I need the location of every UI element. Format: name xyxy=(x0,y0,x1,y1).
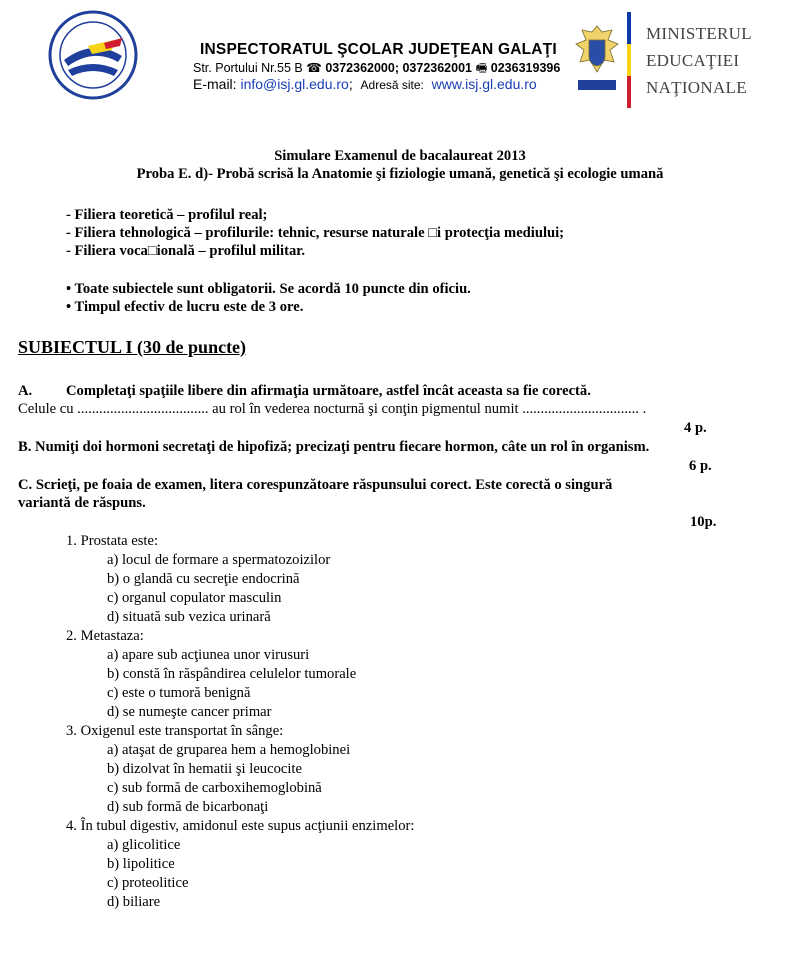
question-3-option-d: d) sub formă de bicarbonaţi xyxy=(107,799,269,815)
ministry-line-1: MINISTERUL xyxy=(646,24,752,43)
email-label: E-mail: xyxy=(193,76,241,92)
question-1-option-a: a) locul de formare a spermatozoizilor xyxy=(107,552,331,568)
item-a-sentence: Celule cu .................................... au rol în vederea nocturnă şi conţin pigmentul numit ................................ . xyxy=(18,401,647,417)
rule-mandatory: • Toate subiectele sunt obligatorii. Se acordă 10 puncte din oficiu. xyxy=(66,281,471,297)
question-1: 1. Prostata este: xyxy=(66,533,159,549)
item-b-text: B. Numiţi doi hormoni secretaţi de hipofiză; precizaţi pentru fiecare hormon, câte un rol în organism. xyxy=(18,439,650,455)
ministry-line-2: EDUCAŢIEI xyxy=(646,51,740,70)
question-3-option-a: a) ataşat de gruparea hem a hemoglobinei xyxy=(107,742,351,758)
filiera-teoretica: - Filiera teoretică – profilul real; xyxy=(66,207,268,223)
phone-numbers: 0372362000; 0372362001 xyxy=(325,61,472,75)
question-2: 2. Metastaza: xyxy=(66,628,144,644)
exam-title: Simulare Examenul de bacalaureat 2013 xyxy=(274,148,526,164)
question-4-option-d: d) biliare xyxy=(107,894,161,910)
filiera-vocationala: - Filiera voca□ională – profilul militar. xyxy=(66,243,306,259)
question-4-option-b: b) lipolitice xyxy=(107,856,175,872)
fax-icon: 🖷 xyxy=(475,61,488,75)
question-4-option-c: c) proteolitice xyxy=(107,875,189,891)
question-4: 4. În tubul digestiv, amidonul este supus acţiunii enzimelor: xyxy=(66,818,415,834)
subject-heading: SUBIECTUL I (30 de puncte) xyxy=(18,337,247,357)
isj-galati-logo xyxy=(48,10,138,100)
email-link[interactable]: info@isj.gl.edu.ro xyxy=(240,76,349,92)
item-a-instruction: Completaţi spaţiile libere din afirmaţia următoare, astfel încât aceasta sa fie corectă. xyxy=(66,383,591,399)
item-a-label: A. xyxy=(18,383,33,399)
item-b-points: 6 p. xyxy=(689,458,712,474)
item-c-line2: variantă de răspuns. xyxy=(18,495,146,511)
exam-subtitle: Proba E. d)- Probă scrisă la Anatomie şi fiziologie umană, genetică şi ecologie umană xyxy=(136,166,664,182)
romania-coat-of-arms xyxy=(572,22,622,96)
question-2-option-c: c) este o tumoră benignă xyxy=(107,685,251,701)
site-link[interactable]: www.isj.gl.edu.ro xyxy=(431,76,537,92)
question-4-option-a: a) glicolitice xyxy=(107,837,181,853)
site-label: Adresă site: xyxy=(360,78,424,92)
fax-number: 0236319396 xyxy=(490,61,561,75)
item-a-points: 4 p. xyxy=(684,420,707,436)
question-3-option-c: c) sub formă de carboxihemoglobină xyxy=(107,780,322,796)
item-c-line1: C. Scrieţi, pe foaia de examen, litera corespunzătoare răspunsului corect. Este corectă o singură xyxy=(18,477,613,493)
flag-stripe xyxy=(627,12,631,108)
question-2-option-a: a) apare sub acţiunea unor virusuri xyxy=(107,647,310,663)
question-2-option-b: b) constă în răspândirea celulelor tumorale xyxy=(107,666,357,682)
item-c-points: 10p. xyxy=(690,514,717,530)
question-1-option-d: d) situată sub vezica urinară xyxy=(107,609,271,625)
contact-line: E-mail: info@isj.gl.edu.ro; Adresă site: www.isj.gl.edu.ro xyxy=(193,76,537,92)
phone-icon: ☎ xyxy=(306,61,322,75)
question-1-option-c: c) organul copulator masculin xyxy=(107,590,282,606)
inspectorate-title: INSPECTORATUL ŞCOLAR JUDEŢEAN GALAŢI xyxy=(200,41,557,58)
question-3: 3. Oxigenul este transportat în sânge: xyxy=(66,723,284,739)
rule-time: • Timpul efectiv de lucru este de 3 ore. xyxy=(66,299,304,315)
address-text: Str. Portului Nr.55 B xyxy=(193,61,307,75)
question-2-option-d: d) se numeşte cancer primar xyxy=(107,704,272,720)
question-1-option-b: b) o glandă cu secreţie endocrină xyxy=(107,571,300,587)
filiera-tehnologica: - Filiera tehnologică – profilurile: tehnic, resurse naturale □i protecţia mediului; xyxy=(66,225,565,241)
ministry-line-3: NAŢIONALE xyxy=(646,78,747,97)
question-3-option-b: b) dizolvat în hematii şi leucocite xyxy=(107,761,302,777)
